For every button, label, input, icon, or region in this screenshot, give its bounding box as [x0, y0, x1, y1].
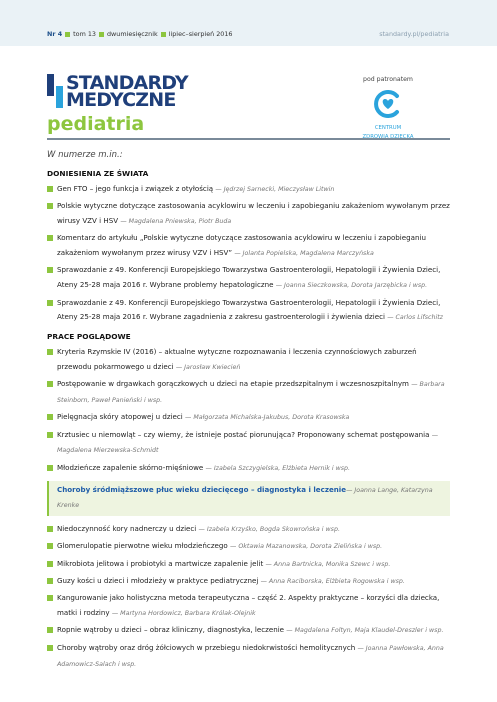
featured-article-title: Choroby śródmiąższowe płuc wieku dziecięcego – diagnostyka i leczenie	[57, 484, 347, 494]
featured-article-authors: — Joanna Lange, Katarzyna Krenke	[57, 486, 433, 510]
patron-name-line2: ZDROWIA DZIECKA	[362, 134, 414, 140]
article-title: Glomerulopatie pierwotne wieku młodzieńczego	[57, 541, 228, 551]
article-authors: — Magdalena Foltyn, Maja Klaudel-Dreszler i wsp.	[286, 627, 444, 635]
article-title: Młodzieńcze zapalenie skórno-mięśniowe	[57, 462, 204, 472]
article-title: Gen FTO – jego funkcja i związek z otyłością	[57, 184, 214, 193]
article-title: Kangurowanie jako holistyczna metoda terapeutyczna – część 2. Aspekty praktyczne – korzyści dla dziecka, matki i rodziny	[57, 593, 440, 618]
bullet-square-icon	[47, 543, 53, 549]
bullet-square-icon	[47, 595, 53, 601]
bullet-square-icon	[47, 526, 53, 532]
article-authors: — Izabela Szczygielska, Elżbieta Hernik i wsp.	[205, 464, 351, 472]
bullet-square-icon	[161, 32, 166, 37]
article-item[interactable]	[47, 461, 450, 477]
article-authors: — Barbara Steinborn, Paweł Panieński i wsp.	[57, 381, 445, 405]
article-title: Sprawozdanie z 49. Konferencji Europejskiego Towarzystwa Gastroenterologii, Hepatologii i Żywienia Dzieci, Ateny 25-28 maja 2016 r. Wybrane problemy hepatologiczne	[57, 265, 441, 290]
article-item[interactable]	[47, 410, 450, 426]
article-item[interactable]	[47, 296, 450, 327]
article-authors: — Anna Bartnicka, Monika Szewc i wsp.	[265, 560, 391, 568]
article-item[interactable]	[47, 591, 450, 622]
article-authors: — Jędrzej Sarnecki, Mieczysław Litwin	[215, 186, 335, 193]
article-authors: — Magdalena Pniewska, Piotr Buda	[120, 218, 232, 226]
bullet-square-icon	[47, 235, 53, 241]
article-title: Niedoczynność kory nadnerczy u dzieci	[57, 524, 197, 534]
bullet-square-icon	[47, 578, 53, 584]
bullet-square-icon	[65, 32, 70, 37]
article-item[interactable]	[47, 641, 450, 673]
bullet-square-icon	[47, 186, 53, 192]
bullet-square-icon	[99, 32, 104, 37]
article-title: Ropnie wątroby u dzieci – obraz kliniczny, diagnostyka, leczenie	[57, 625, 285, 635]
article-item[interactable]	[47, 345, 450, 376]
article-item[interactable]	[47, 574, 450, 590]
bullet-square-icon	[47, 432, 53, 438]
logo-text-line2: MEDYCZNE	[66, 89, 176, 111]
article-authors: — Martyna Hordowicz, Barbara Królak-Olejnik	[111, 610, 256, 618]
volume: tom 13	[73, 30, 96, 38]
article-title: Kryteria Rzymskie IV (2016) – aktualne wytyczne rozpoznawania i leczenia czynnościowych zaburzeń przewodu pokarmowego u dzieci	[57, 347, 417, 371]
article-title: Komentarz do artykułu „Polskie wytyczne dotyczące zastosowania acyklowiru w leczeniu i zapobieganiu zakażeniom wywołanym przez wirusy VZV i HSV”	[57, 233, 426, 258]
article-item[interactable]	[47, 428, 450, 460]
article-authors: — Oktawia Mazanowska, Dorota Zielińska i wsp.	[230, 543, 383, 551]
article-authors: — Małgorzata Michalska-Jakubus, Dorota Krasowska	[185, 414, 350, 422]
patronage-label: pod patronatem	[363, 76, 413, 83]
article-title: Postępowanie w drgawkach gorączkowych u dzieci na etapie przedszpitalnym i wczesnoszpitalnym	[57, 379, 409, 389]
section-heading: PRACE POGLĄDOWE	[47, 332, 131, 342]
article-item[interactable]	[47, 377, 450, 409]
contents-list	[47, 150, 450, 674]
featured-article[interactable]	[47, 481, 450, 517]
article-item[interactable]	[47, 199, 450, 230]
article-item[interactable]	[47, 522, 450, 538]
article-title: Krztusiec u niemowląt – czy wiemy, że istnieje postać piorunująca? Proponowany schemat postępowania	[57, 429, 430, 439]
article-item[interactable]	[47, 263, 450, 294]
article-authors: — Carlos Lifschitz	[387, 314, 443, 322]
issue-info	[47, 30, 233, 38]
bullet-square-icon	[47, 349, 53, 355]
bullet-square-icon	[47, 561, 53, 567]
article-authors: — Izabela Krzyśko, Bogda Skowrońska i wsp.	[198, 526, 340, 534]
article-item[interactable]	[47, 231, 450, 262]
contents-intro: W numerze m.in.:	[47, 150, 123, 160]
article-item[interactable]	[47, 557, 450, 573]
logo-mark-icon	[47, 74, 63, 108]
bullet-square-icon	[47, 414, 53, 420]
header-bar	[0, 0, 497, 46]
article-authors: — Magdalena Mierzewska-Schmidt	[57, 431, 439, 455]
logo-text-line1: STANDARDY	[66, 72, 188, 94]
article-authors: — Joanna Sieczkowska, Dorota Jarzębicka i wsp.	[275, 282, 428, 290]
article-authors: — Anna Raciborska, Elżbieta Rogowska i wsp.	[260, 578, 405, 586]
article-title: Choroby wątroby oraz dróg żółciowych w przebiegu niedokrwistości hemolitycznych	[57, 642, 356, 652]
journal-section-title: pediatria	[47, 113, 145, 135]
bullet-square-icon	[47, 465, 53, 471]
article-title: Sprawozdanie z 49. Konferencji Europejskiego Towarzystwa Gastroenterologii, Hepatologii i Żywienia Dzieci, Ateny 25-28 maja 2016 r. Wybrane zagadnienia z zakresu gastroenterologii i żywienia dzieci	[57, 297, 441, 322]
section-heading: DONIESIENIA ZE ŚWIATA	[47, 169, 149, 178]
article-authors: — Joanna Pawłowska, Anna Adamowicz-Salach i wsp.	[57, 644, 444, 668]
issue-number: Nr 4	[47, 30, 63, 38]
bullet-square-icon	[47, 300, 53, 306]
heart-c-logo-icon	[373, 89, 403, 119]
patronage-block	[356, 76, 420, 141]
patron-name-line1: CENTRUM	[374, 125, 402, 131]
article-authors: — Jolanta Popielska, Magdalena Marczyńska	[234, 250, 374, 258]
article-title: Guzy kości u dzieci i młodzieży w praktyce pediatrycznej	[57, 576, 259, 586]
article-title: Pielęgnacja skóry atopowej u dzieci	[57, 412, 183, 422]
bullet-square-icon	[47, 645, 53, 651]
site-url[interactable]: standardy.pl/pediatria	[379, 30, 449, 38]
bullet-square-icon	[47, 267, 53, 273]
article-item[interactable]	[47, 623, 450, 639]
bullet-square-icon	[47, 203, 53, 209]
article-item[interactable]	[47, 539, 450, 555]
frequency: dwumiesięcznik	[106, 30, 158, 38]
issue-date: lipiec–sierpień 2016	[168, 30, 233, 38]
article-authors: — Jarosław Kwiecień	[175, 363, 241, 371]
article-title: Polskie wytyczne dotyczące zastosowania acyklowiru w leczeniu i zapobieganiu zakażeniom wywołanym przez wirusy VZV i HSV	[57, 201, 450, 226]
article-title: Mikrobiota jelitowa i probiotyki a martwicze zapalenie jelit	[57, 558, 264, 568]
article-item[interactable]	[47, 182, 450, 198]
bullet-square-icon	[47, 627, 53, 633]
bullet-square-icon	[47, 381, 53, 387]
